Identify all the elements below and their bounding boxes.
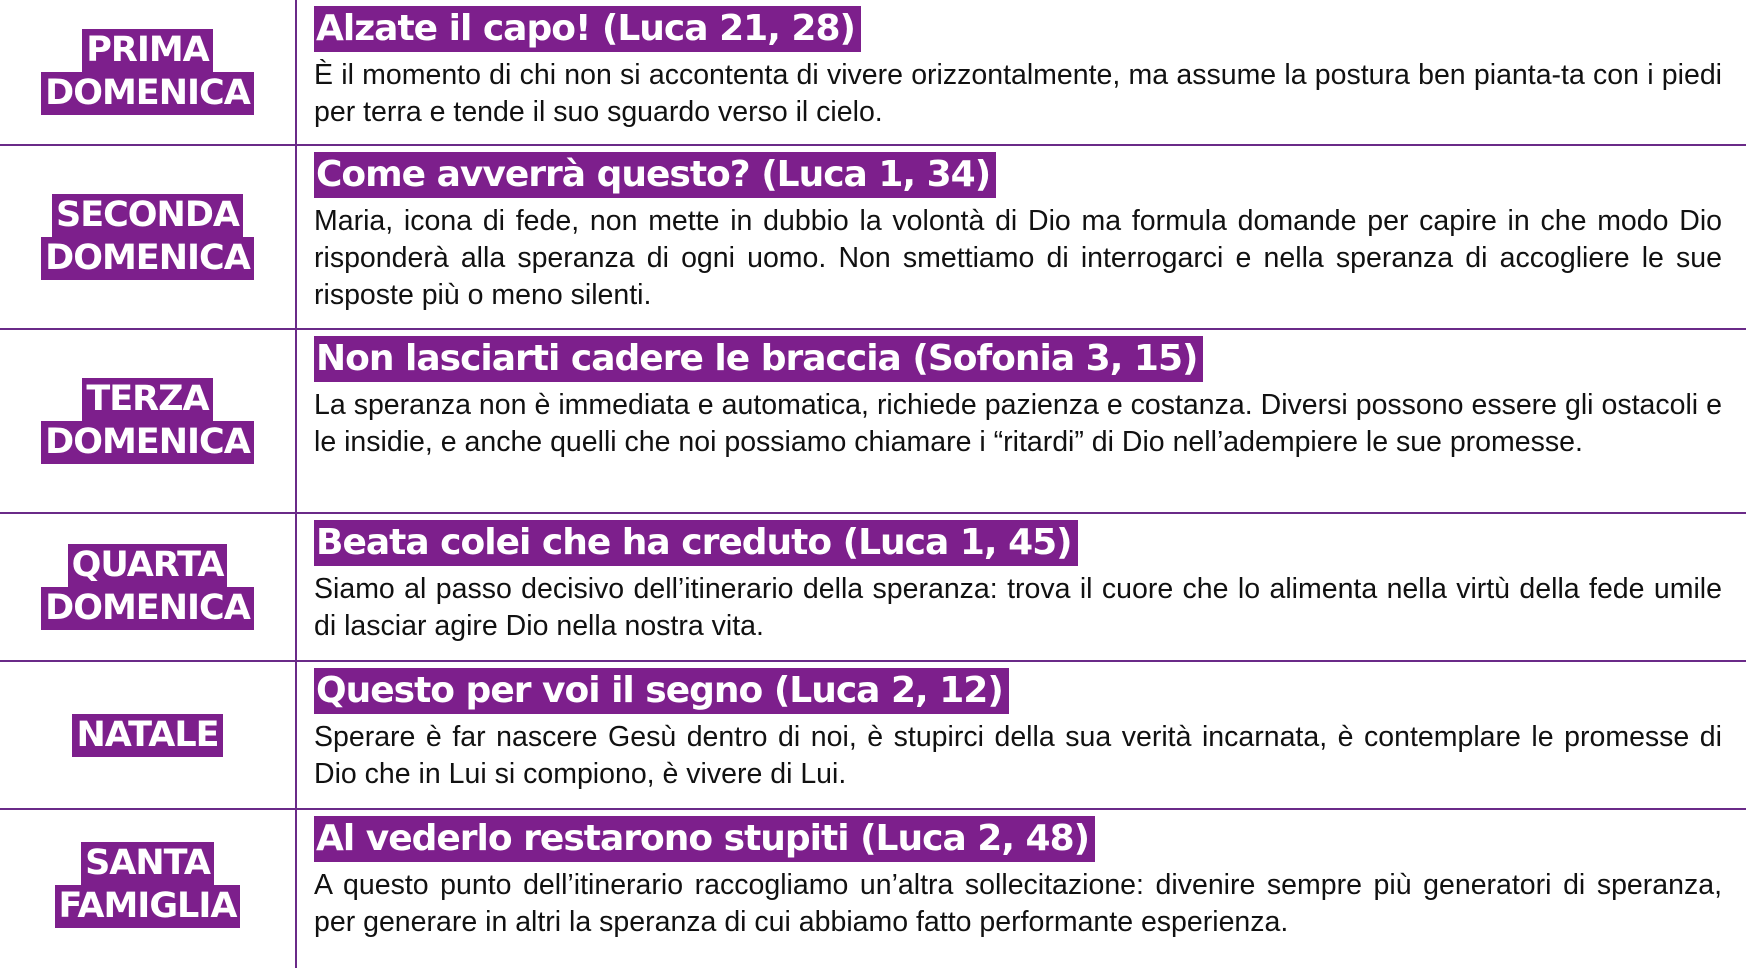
row-label [0, 662, 295, 808]
row-text: Sperare è far nascere Gesù dentro di noi, è stupirci della sua verità incarnata, è contemplare le promesse di Dio che in Lui si compiono, è vivere di Lui. [314, 721, 1722, 790]
row-text: La speranza non è immediata e automatica, richiede pazienza e costanza. Diversi possono essere gli ostacoli e le insidie, e anche quelli che noi possiamo chiamare i “ritardi” di Dio nell’adempiere le sue promesse. [314, 389, 1722, 458]
row-label-line: SANTA [81, 842, 214, 885]
row-content [314, 336, 1722, 461]
row-label-line: DOMENICA [41, 72, 254, 115]
row-text: È il momento di chi non si accontenta di vivere orizzontalmente, ma assume la postura ben pianta-ta con i piedi per terra e tende il suo sguardo verso il cielo. [314, 59, 1722, 128]
row-heading: Beata colei che ha creduto (Luca 1, 45) [314, 520, 1078, 566]
table-row-santa-famiglia [0, 810, 1746, 960]
table-row-terza-domenica [0, 330, 1746, 514]
row-content [314, 520, 1722, 645]
row-heading: Questo per voi il segno (Luca 2, 12) [314, 668, 1009, 714]
row-text: A questo punto dell’itinerario raccogliamo un’altra sollecitazione: divenire sempre più generatori di speranza, per generare in altri la speranza di cui abbiamo fatto performante esperienza. [314, 869, 1722, 938]
row-content [314, 668, 1722, 793]
row-text: Maria, icona di fede, non mette in dubbio la volontà di Dio ma formula domande per capire in che modo Dio risponderà alla speranza di ogni uomo. Non smettiamo di interrogarci e nella speranza di accogliere le sue risposte più o meno silenti. [314, 205, 1722, 311]
row-label-line: SECONDA [52, 194, 243, 237]
row-label [0, 514, 295, 660]
row-label [0, 330, 295, 512]
row-text: Siamo al passo decisivo dell’itinerario della speranza: trova il cuore che lo alimenta nella virtù della fede umile di lasciar agire Dio nella nostra vita. [314, 573, 1722, 642]
row-label [0, 810, 295, 960]
row-heading: Come avverrà questo? (Luca 1, 34) [314, 152, 996, 198]
table-row-natale [0, 662, 1746, 810]
row-label-line: DOMENICA [41, 237, 254, 280]
row-label-line: DOMENICA [41, 587, 254, 630]
row-label-line: DOMENICA [41, 421, 254, 464]
row-label-line: PRIMA [82, 29, 213, 72]
row-content [314, 6, 1722, 131]
row-heading: Non lasciarti cadere le braccia (Sofonia 3, 15) [314, 336, 1203, 382]
row-label-line: TERZA [82, 378, 212, 421]
table-row-seconda-domenica [0, 146, 1746, 330]
row-label-line: QUARTA [68, 544, 228, 587]
row-heading: Al vederlo restarono stupiti (Luca 2, 48) [314, 816, 1095, 862]
row-label-line: NATALE [72, 714, 222, 757]
row-content [314, 816, 1722, 941]
row-label [0, 0, 295, 144]
table-row-quarta-domenica [0, 514, 1746, 662]
row-label-line: FAMIGLIA [55, 885, 241, 928]
row-heading: Alzate il capo! (Luca 21, 28) [314, 6, 861, 52]
row-label [0, 146, 295, 328]
table-row-prima-domenica [0, 0, 1746, 146]
row-content [314, 152, 1722, 314]
